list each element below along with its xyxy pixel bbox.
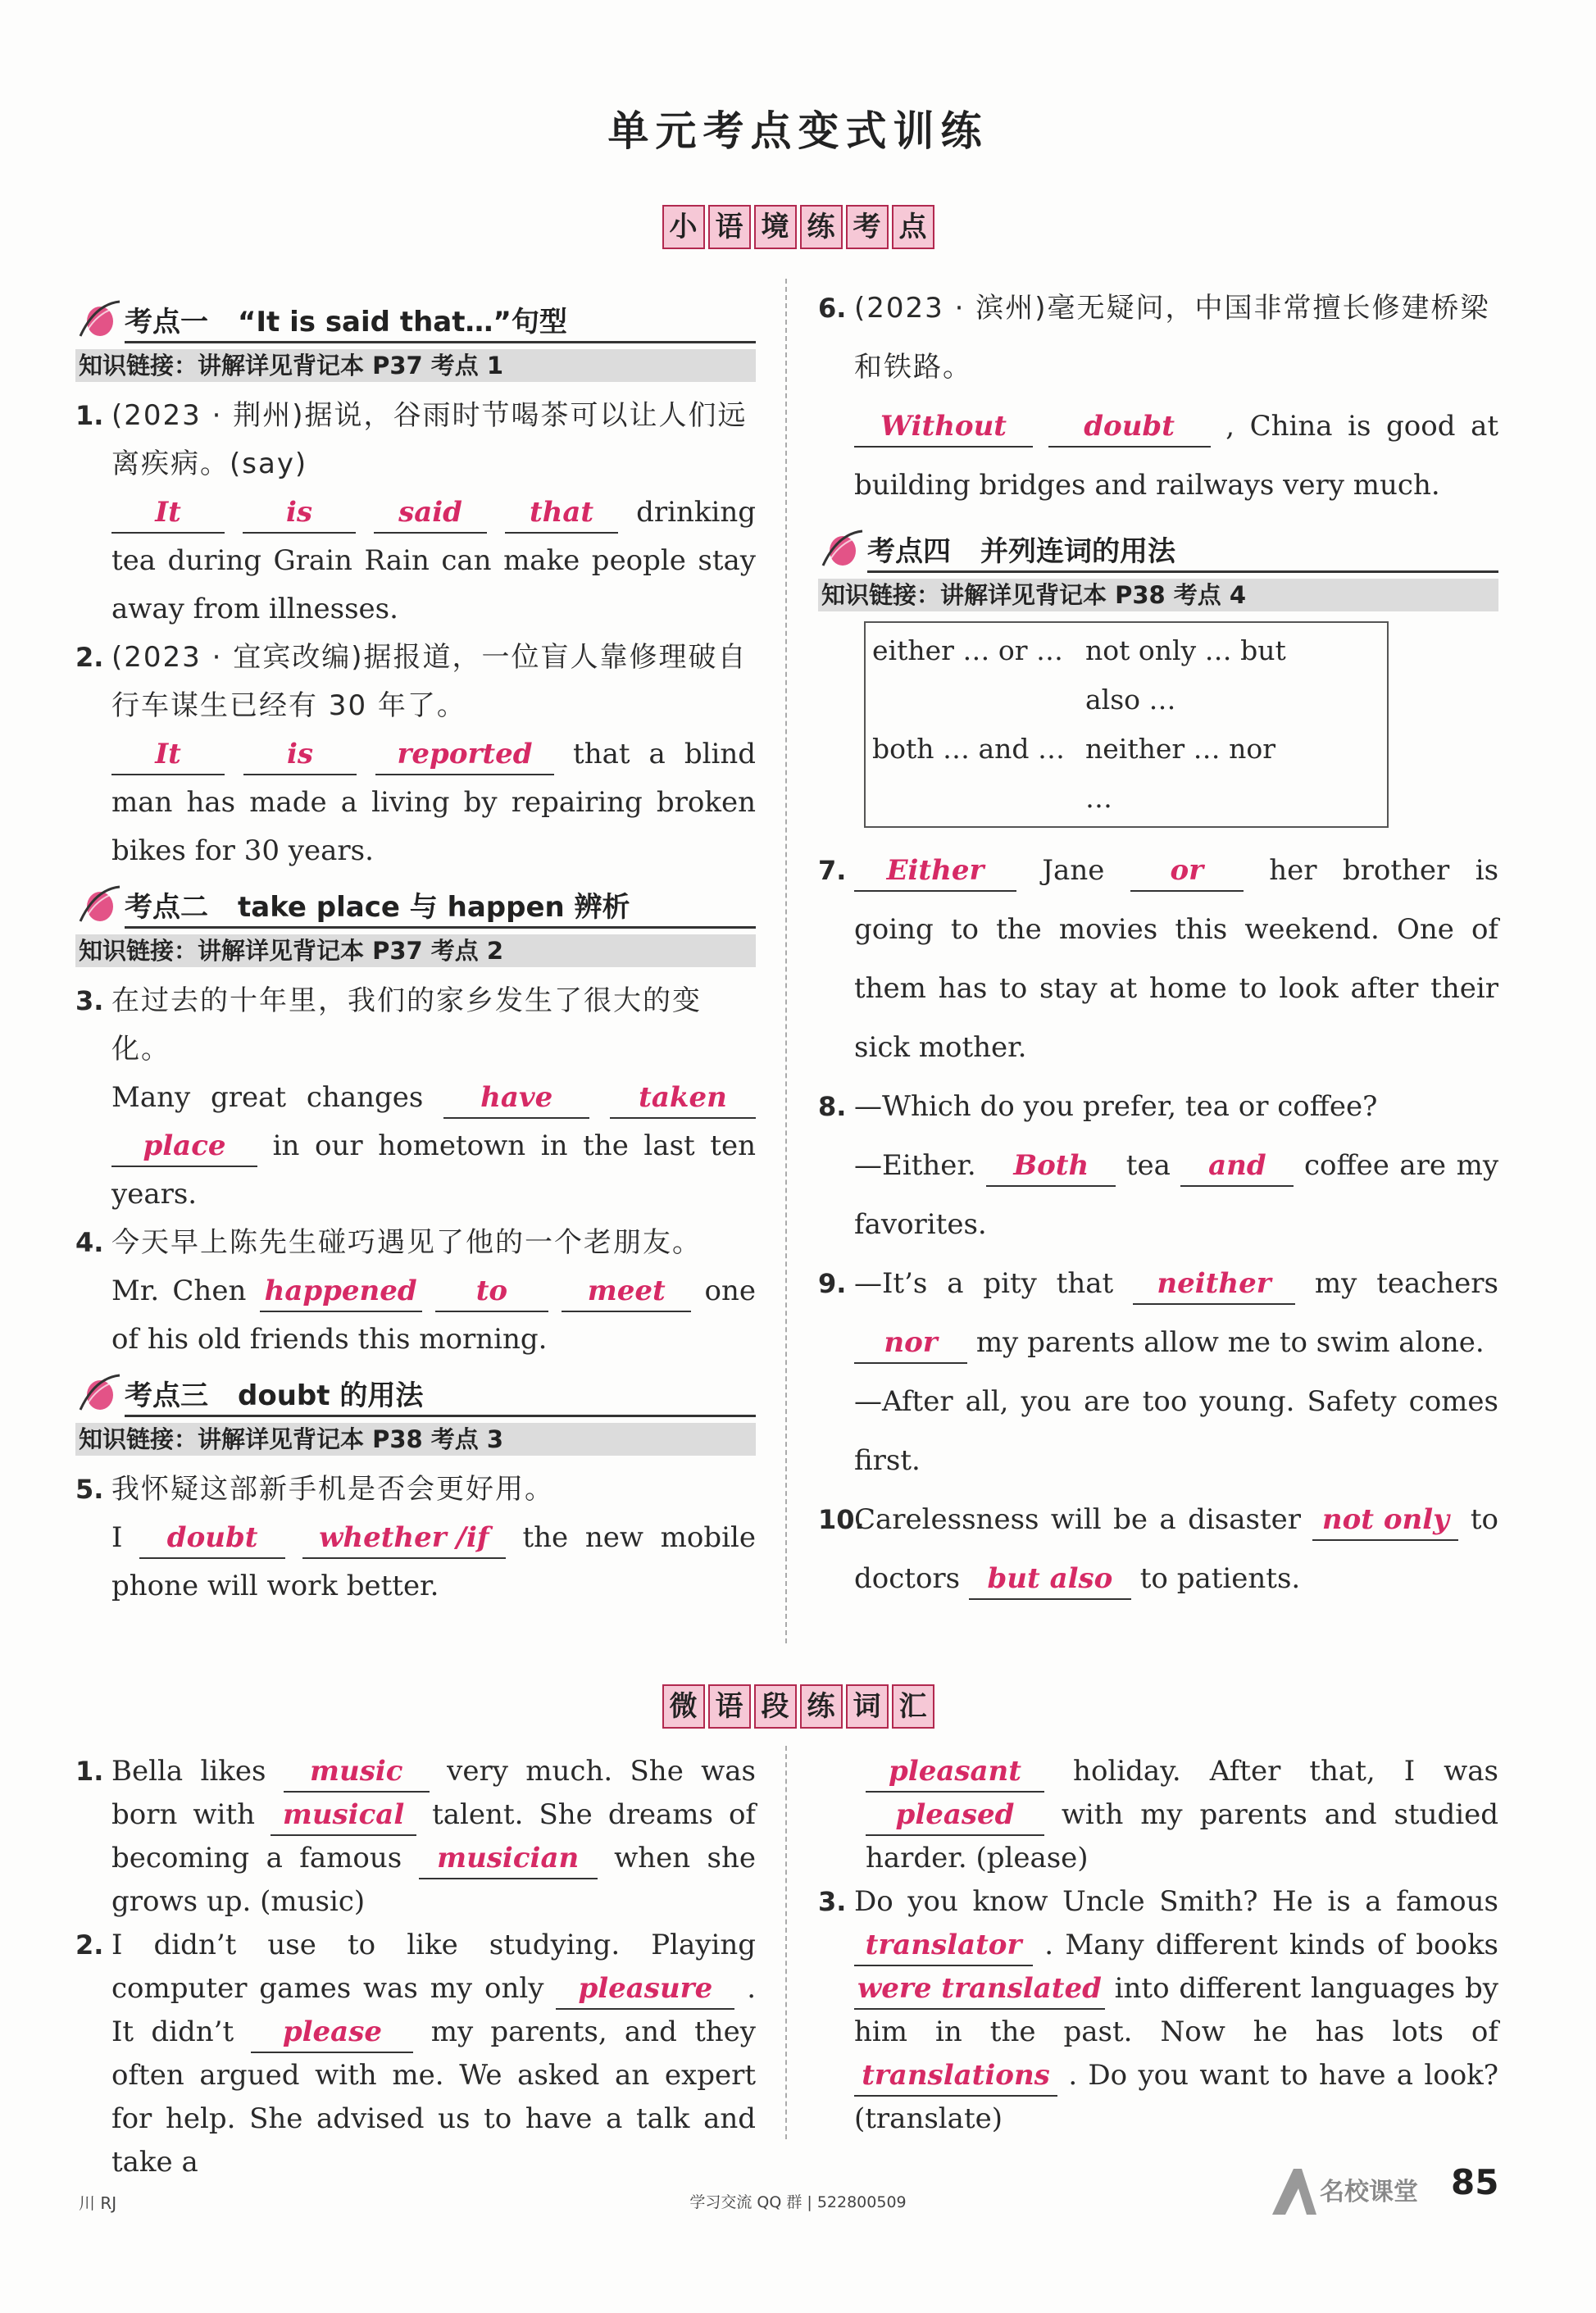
- brush-icon: [818, 528, 864, 570]
- vocab-2: 2. I didn’t use to like studying. Playing computer games was my only pleasure . It didn’t please my parents, and they often argued with me. We asked an expert for help. She advised us to have a talk and take a: [75, 1929, 757, 2179]
- kp4-topic: 并列连词的用法: [980, 535, 1175, 568]
- answer-blank[interactable]: translations: [854, 2056, 1057, 2097]
- vocab-3: 3. Do you know Uncle Smith? He is a famous translator . Many different kinds of books were translated into different languages by him in the past. Now he has lots of translations . Do you want to have a look? (translate): [818, 1885, 1499, 2135]
- q3-prompt: 在过去的十年里，我们的家乡发生了很大的变化。: [111, 984, 702, 1066]
- banner-char: 段: [754, 1684, 797, 1729]
- kp3-header: [75, 1370, 756, 1418]
- answer-blank[interactable]: please: [251, 2012, 413, 2053]
- kp2-label: 考点二: [125, 891, 208, 924]
- banner-char: 点: [892, 205, 934, 249]
- q9-line2: —After all, you are too young. Safety comes first.: [854, 1385, 1498, 1477]
- banner-char: 微: [662, 1684, 705, 1729]
- conjunction-box: [864, 621, 1389, 828]
- svg-text:名校课堂: 名校课堂: [1320, 2178, 1418, 2206]
- answer-blank[interactable]: that: [505, 493, 618, 534]
- answer-blank[interactable]: have: [443, 1078, 589, 1119]
- banner-char: 小: [662, 205, 705, 249]
- answer-blank[interactable]: to: [435, 1271, 548, 1312]
- q1-prompt: (2023 · 荆州)据说，谷雨时节喝茶可以让人们远离疾病。(say): [111, 399, 748, 480]
- conj-either-or: either … or …: [872, 634, 1064, 666]
- question-9: 9. —It’s a pity that neither my teachers nor my parents allow me to swim alone. —After all, you are too young. Safety comes first.: [818, 1254, 1498, 1490]
- answer-blank[interactable]: but also: [969, 1559, 1131, 1600]
- banner-char: 练: [800, 1684, 843, 1729]
- q2-prompt: (2023 · 宜宾改编)据报道，一位盲人靠修理破自行车谋生已经有 30 年了。: [111, 641, 748, 722]
- section-banner-vocab: [0, 1684, 1596, 1729]
- q5-prompt: 我怀疑这部新手机是否会更好用。: [111, 1473, 554, 1506]
- answer-blank[interactable]: meet: [562, 1271, 691, 1312]
- answer-blank[interactable]: pleased: [866, 1795, 1044, 1836]
- answer-blank[interactable]: Both: [986, 1146, 1116, 1187]
- answer-blank[interactable]: reported: [375, 734, 554, 775]
- answer-blank[interactable]: place: [111, 1126, 257, 1167]
- q8-line1: —Which do you prefer, tea or coffee?: [854, 1090, 1378, 1123]
- answer-blank[interactable]: whether /if: [302, 1518, 506, 1559]
- question-8: 8. —Which do you prefer, tea or coffee? —Either. Both tea and coffee are my favorites.: [818, 1077, 1498, 1254]
- q6-prompt: (2023 · 滨州)毫无疑问，中国非常擅长修建桥梁和铁路。: [854, 292, 1490, 384]
- answer-blank[interactable]: It: [111, 734, 225, 775]
- answer-blank[interactable]: musical: [271, 1795, 416, 1836]
- conj-both-and: both … and …: [872, 733, 1066, 765]
- kp2-link: 知识链接：讲解详见背记本 P37 考点 2: [75, 934, 756, 967]
- banner-char: 语: [708, 205, 751, 249]
- question-10: 10. Carelessness will be a disaster not only to doctors but also to patients.: [818, 1490, 1498, 1608]
- kp1-topic: “It is said that…”句型: [238, 306, 567, 339]
- question-5: 5. 我怀疑这部新手机是否会更好用。 I doubt whether /if the new mobile phone will work better.: [75, 1466, 756, 1611]
- answer-blank[interactable]: and: [1180, 1146, 1294, 1187]
- kp1-header: [75, 297, 756, 344]
- answer-blank[interactable]: It: [111, 493, 225, 534]
- answer-blank[interactable]: said: [374, 493, 487, 534]
- answer-blank[interactable]: Either: [854, 851, 1016, 892]
- answer-blank[interactable]: music: [284, 1752, 430, 1793]
- q8-text: coffee are my favorites.: [854, 1149, 1499, 1241]
- kp3-link: 知识链接：讲解详见背记本 P38 考点 3: [75, 1423, 756, 1456]
- q4-pre: Mr. Chen: [111, 1275, 247, 1307]
- answer-blank[interactable]: happened: [260, 1271, 422, 1312]
- answer-blank[interactable]: nor: [854, 1323, 967, 1364]
- answer-blank[interactable]: is: [243, 734, 357, 775]
- q3-text: in our hometown in the last ten years.: [111, 1129, 756, 1211]
- right-column: [818, 279, 1498, 1608]
- banner-char: 语: [708, 1684, 751, 1729]
- section-banner-context: [0, 205, 1596, 249]
- question-7: 7. Either Jane or her brother is going to the movies this weekend. One of them has to stay at home to look after their sick mother.: [818, 841, 1498, 1077]
- kp4-label: 考点四: [867, 535, 951, 568]
- page-title: 单元考点变式训练: [607, 107, 989, 155]
- vocab-right-column: [818, 1750, 1498, 2141]
- kp1-link: 知识链接：讲解详见背记本 P37 考点 1: [75, 349, 756, 382]
- answer-blank[interactable]: is: [243, 493, 356, 534]
- answer-blank[interactable]: not only: [1312, 1500, 1458, 1541]
- kp3-topic: doubt 的用法: [238, 1379, 424, 1412]
- banner-char: 练: [800, 205, 843, 249]
- answer-blank[interactable]: doubt: [1048, 407, 1211, 448]
- conj-neither-nor: neither … nor …: [1085, 733, 1276, 814]
- q9-text: my parents allow me to swim alone.: [975, 1326, 1485, 1359]
- q4-prompt: 今天早上陈先生碰巧遇见了他的一个老朋友。: [111, 1226, 702, 1259]
- column-divider: [785, 279, 787, 1643]
- banner-char: 词: [846, 1684, 889, 1729]
- answer-blank[interactable]: neither: [1133, 1264, 1295, 1305]
- vocab-2-cont: pleasant holiday. After that, I was pleased with my parents and studied harder. (please): [818, 1750, 1498, 1880]
- q7-text: her brother is going to the movies this weekend. One of them has to stay at home to look after their sick mother.: [854, 854, 1499, 1064]
- answer-blank[interactable]: were translated: [854, 1969, 1105, 2010]
- vocab-1: 1. Bella likes music very much. She was born with musical talent. She dreams of becoming a famous musician when she grows up. (music): [75, 1750, 756, 1924]
- brush-icon: [75, 1372, 121, 1415]
- q5-pre: I: [111, 1521, 123, 1554]
- q5-text: the new mobile phone will work better.: [111, 1521, 757, 1602]
- kp3-label: 考点三: [125, 1379, 208, 1412]
- question-6: 6. (2023 · 滨州)毫无疑问，中国非常擅长修建桥梁和铁路。 Without doubt , China is good at building bridges and railways very much.: [818, 279, 1498, 515]
- brush-icon: [75, 298, 121, 341]
- answer-blank[interactable]: translator: [854, 1925, 1033, 1966]
- question-1: 1. (2023 · 荆州)据说，谷雨时节喝茶可以让人们远离疾病。(say) It is said that drinking tea during Grain Rain can make people stay away from illnesses.: [75, 392, 756, 634]
- q3-pre: Many great changes: [111, 1081, 424, 1114]
- kp4-header: [818, 526, 1498, 574]
- answer-blank[interactable]: pleasant: [866, 1752, 1044, 1793]
- answer-blank[interactable]: pleasure: [556, 1969, 734, 2010]
- vocab-left-column: [75, 1750, 756, 2184]
- q1-text: drinking tea during Grain Rain can make people stay away from illnesses.: [111, 496, 756, 625]
- answer-blank[interactable]: musician: [419, 1838, 598, 1879]
- kp1-label: 考点一: [125, 306, 208, 339]
- conj-not-only: not only … but also …: [1085, 634, 1286, 716]
- answer-blank[interactable]: doubt: [139, 1518, 285, 1559]
- kp2-topic: take place 与 happen 辨析: [238, 891, 630, 924]
- answer-blank[interactable]: taken: [610, 1078, 756, 1119]
- kp2-header: [75, 882, 756, 929]
- question-2: 2. (2023 · 宜宾改编)据报道，一位盲人靠修理破自行车谋生已经有 30 年了。 It is reported that a blind man has made a living by repairing broken bikes for 30 years.: [75, 634, 756, 875]
- brush-icon: [75, 884, 121, 926]
- brand-logo-icon: [1269, 2164, 1441, 2221]
- banner-char: 考: [846, 205, 889, 249]
- kp4-link: 知识链接：讲解详见背记本 P38 考点 4: [818, 579, 1498, 611]
- answer-blank[interactable]: Without: [854, 407, 1033, 448]
- banner-char: 汇: [892, 1684, 934, 1729]
- banner-char: 境: [754, 205, 797, 249]
- question-3: 3. 在过去的十年里，我们的家乡发生了很大的变化。 Many great changes have taken place in our hometown in the last ten years.: [75, 977, 756, 1219]
- answer-blank[interactable]: or: [1130, 851, 1244, 892]
- question-4: 4. 今天早上陈先生碰巧遇见了他的一个老朋友。 Mr. Chen happened to meet one of his old friends this morning.: [75, 1219, 756, 1364]
- q4-text: one of his old friends this morning.: [111, 1275, 756, 1356]
- footer-edition: 川 RJ: [79, 2193, 117, 2213]
- left-column: [75, 297, 756, 1611]
- page-number: 85: [1451, 2162, 1499, 2202]
- footer-qq-group: 学习交流 QQ 群 | 522800509: [689, 2193, 907, 2211]
- q10-text: to patients.: [1139, 1562, 1301, 1595]
- q2-text: that a blind man has made a living by repairing broken bikes for 30 years.: [111, 738, 757, 867]
- column-divider: [785, 1746, 787, 2139]
- q6-text: , China is good at building bridges and railways very much.: [854, 410, 1499, 502]
